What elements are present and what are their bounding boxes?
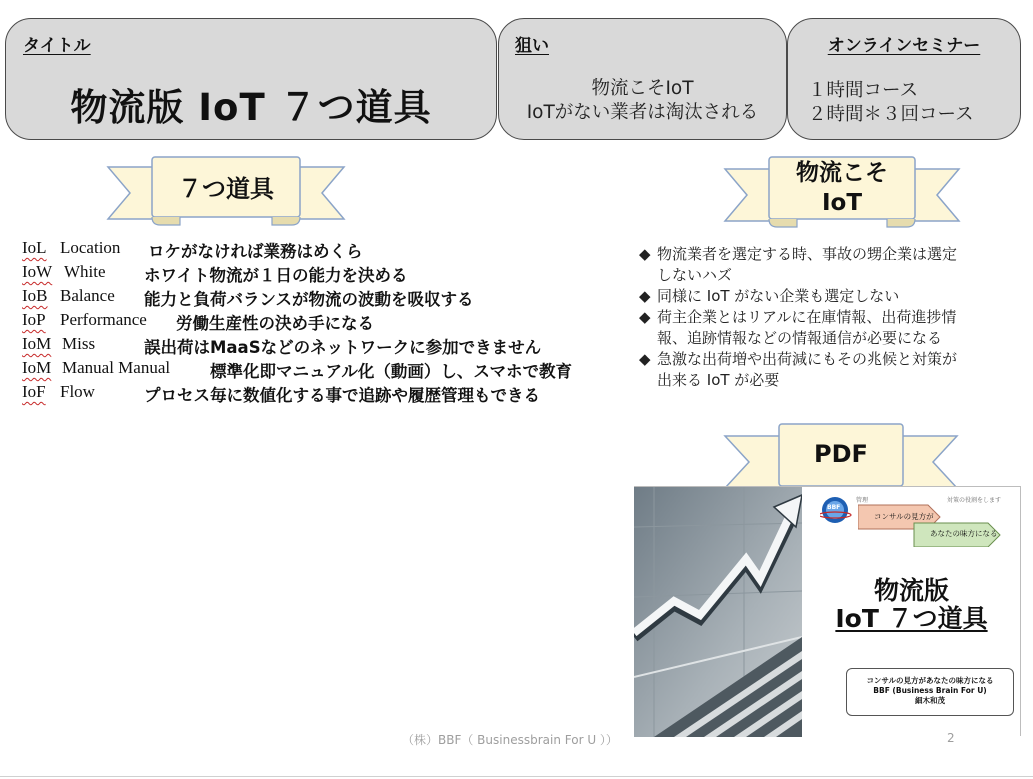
bullet-item — [639, 349, 1029, 391]
iot-ribbon — [723, 155, 961, 233]
seminar-panel-heading: オンラインセミナー — [827, 36, 981, 56]
bullet-line: しないハズ — [657, 266, 733, 284]
pdf-thumbnail[interactable] — [634, 486, 1021, 736]
iot-ribbon-label — [723, 158, 961, 218]
footer-company: （株）BBF（ Businessbrain For U ）） — [402, 733, 618, 747]
pdf-card-line-3: 細木和茂 — [915, 696, 945, 705]
seminar-line-2: ２時間＊３回コース — [808, 104, 974, 125]
bullet-item — [639, 307, 1029, 349]
pdf-arrow-label-1: コンサルの見方が — [874, 512, 934, 521]
tool-name: White — [64, 262, 106, 281]
tools-ribbon-label: ７つ道具 — [178, 175, 274, 203]
tool-code: IoP — [22, 310, 46, 329]
pdf-arrow-label-2: あなたの味方になる — [930, 529, 998, 538]
bullet-item — [639, 244, 1029, 286]
bullet-line: 物流業者を選定する時、事故の甥企業は選定 — [657, 245, 958, 263]
tool-code: IoW — [22, 262, 53, 281]
title-panel — [5, 18, 497, 140]
tool-description: ロケがなければ業務はめくら — [148, 242, 363, 261]
tool-name: Flow — [60, 382, 95, 401]
pdf-author-card — [846, 668, 1014, 716]
tool-description: ホワイト物流が１日の能力を決める — [144, 266, 408, 285]
aim-panel — [498, 18, 787, 140]
bbf-logo-text: BBF — [827, 504, 841, 511]
tool-name: Location — [60, 238, 121, 257]
tool-description: 能力と負荷バランスが物流の波動を吸収する — [144, 290, 474, 309]
pdf-card-line-1: コンサルの見方があなたの味方になる — [866, 676, 994, 685]
pdf-ribbon-label: PDF — [814, 440, 868, 468]
seminar-panel — [787, 18, 1021, 140]
pdf-cover-title-line-1: 物流版 — [873, 576, 949, 605]
growth-chart-photo — [634, 487, 802, 737]
bullet-line: 報、追跡情報などの情報通信が必要になる — [657, 329, 943, 347]
iot-bullet-list — [639, 244, 1029, 391]
seminar-line-1: １時間コース — [808, 80, 919, 101]
tool-code: IoB — [22, 286, 48, 305]
iot-ribbon-line-2: IoT — [821, 190, 863, 216]
aim-line-2: IoTがない業者は淘汰される — [526, 102, 759, 123]
pdf-cover-title-line-2: IoT ７つ道具 — [835, 604, 988, 633]
diamond-bullet-icon: ◆ — [639, 350, 651, 368]
iot-ribbon-line-1: 物流こそ — [796, 160, 888, 186]
pdf-tiny-left: 管理 — [856, 497, 869, 504]
bullet-line: 同様に IoT がない企業も選定しない — [657, 287, 900, 305]
diamond-bullet-icon: ◆ — [639, 308, 651, 326]
tool-code: IoM — [22, 334, 52, 353]
tool-description: プロセス毎に数値化する事で追跡や履歴管理もできる — [144, 386, 540, 405]
diamond-bullet-icon: ◆ — [639, 287, 651, 305]
bullet-line: 急激な出荷増や出荷減にもその兆候と対策が — [657, 350, 958, 368]
bullet-line: 荷主企業とはリアルに在庫情報、出荷進捗情 — [657, 308, 957, 326]
pdf-card-line-2: BBF (Business Brain For U) — [873, 686, 987, 695]
diamond-bullet-icon: ◆ — [639, 245, 651, 263]
stairs-arrow-image-icon — [634, 487, 802, 737]
tool-description: 労働生産性の決め手になる — [176, 314, 374, 333]
bullet-line: 出来る IoT が必要 — [657, 371, 780, 389]
tool-name: Miss — [62, 334, 96, 353]
pdf-cover-title — [802, 577, 1021, 633]
pdf-cover — [802, 487, 1021, 737]
arrow-banner-icon — [858, 503, 1018, 547]
title-panel-heading: タイトル — [23, 36, 91, 56]
bullet-item — [639, 286, 1029, 307]
tool-code: IoM — [22, 358, 52, 377]
tool-name: Balance — [60, 286, 115, 305]
tool-name: Manual Manual — [62, 358, 171, 377]
tool-name: Performance — [60, 310, 147, 329]
aim-panel-heading: 狙い — [515, 36, 549, 56]
tool-description: 誤出荷はMaaSなどのネットワークに参加できません — [144, 338, 542, 357]
pdf-tiny-right: 対策の役割をします — [947, 497, 1002, 504]
seminar-panel-body — [808, 79, 974, 127]
aim-panel-body — [499, 77, 786, 125]
tool-code: IoF — [22, 382, 46, 401]
tools-ribbon — [106, 155, 346, 231]
bottom-divider — [0, 776, 1033, 777]
main-title: 物流版 IoT ７つ道具 — [70, 86, 432, 129]
tool-description: 標準化即マニュアル化（動画）し、スマホで教育 — [210, 362, 573, 381]
aim-line-1: 物流こそIoT — [591, 78, 694, 99]
page-number: 2 — [947, 731, 955, 745]
tool-code: IoL — [22, 238, 47, 257]
